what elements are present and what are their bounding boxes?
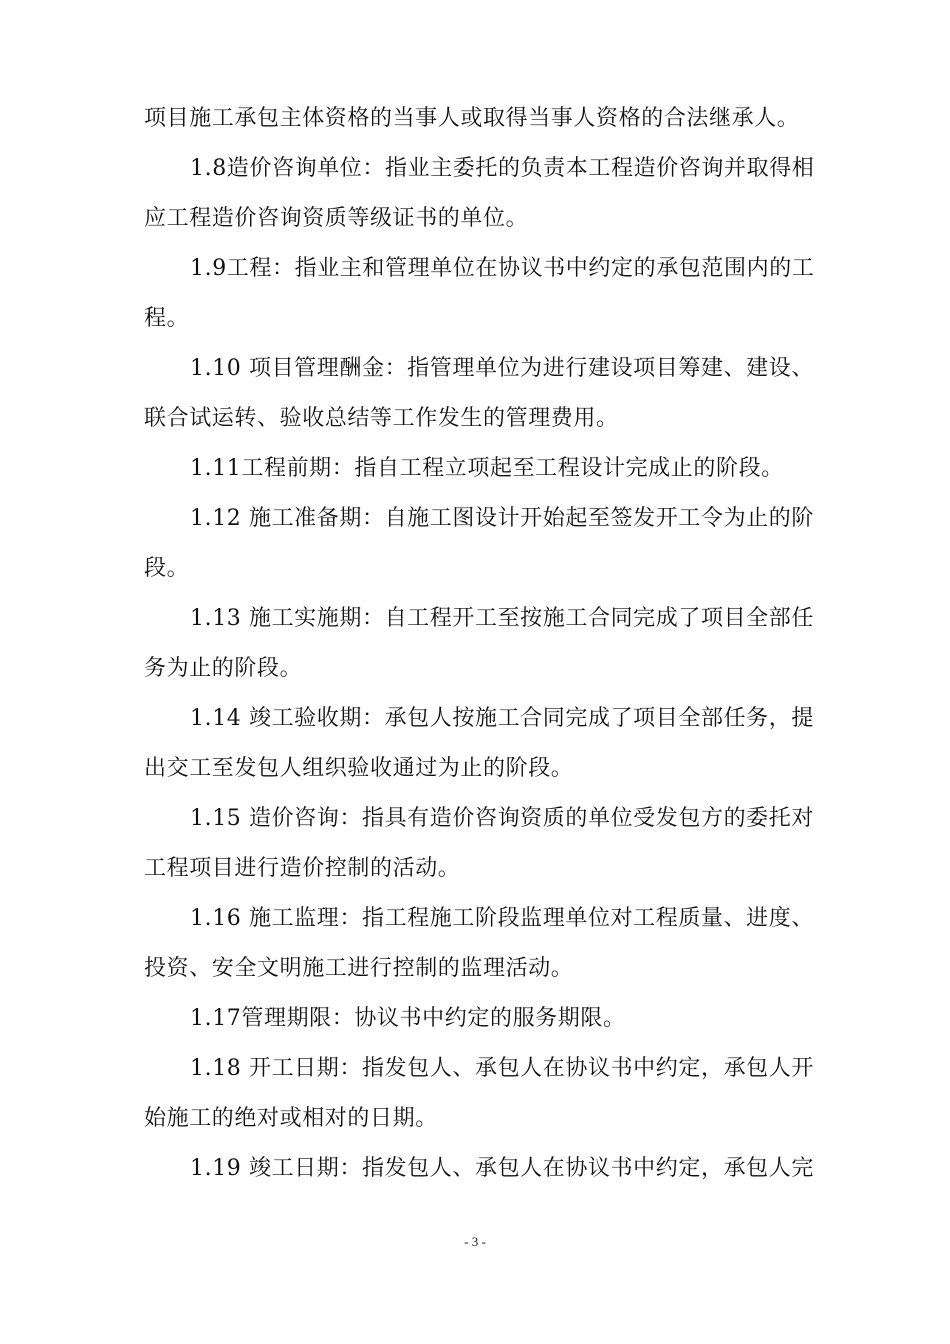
text-line: 始施工的绝对或相对的日期。	[144, 1106, 438, 1131]
text-line: 项目施工承包主体资格的当事人或取得当事人资格的合法继承人。	[144, 106, 800, 131]
text-line: 联合试运转、验收总结等工作发生的管理费用。	[144, 406, 619, 431]
text-line: 1.18 开工日期：指发包人、承包人在协议书中约定，承包人开	[190, 1056, 814, 1081]
text-line: 段。	[144, 556, 190, 581]
text-line: 程。	[144, 306, 190, 331]
text-line: 投资、安全文明施工进行控制的监理活动。	[144, 956, 574, 981]
text-line: 1.9工程：指业主和管理单位在协议书中约定的承包范围内的工	[190, 256, 815, 281]
text-line: 1.15 造价咨询：指具有造价咨询资质的单位受发包方的委托对	[190, 806, 814, 831]
page-number: - 3 -	[464, 1234, 486, 1249]
text-line: 出交工至发包人组织验收通过为止的阶段。	[144, 756, 574, 781]
text-line: 1.13 施工实施期：自工程开工至按施工合同完成了项目全部任	[190, 606, 814, 631]
text-line: 务为止的阶段。	[144, 656, 303, 681]
text-line: 工程项目进行造价控制的活动。	[144, 856, 461, 881]
text-line: 1.8造价咨询单位：指业主委托的负责本工程造价咨询并取得相	[190, 156, 815, 181]
text-line: 1.17管理期限：协议书中约定的服务期限。	[190, 1006, 626, 1031]
text-line: 应工程造价咨询资质等级证书的单位。	[144, 206, 529, 231]
text-line: 1.16 施工监理：指工程施工阶段监理单位对工程质量、进度、	[190, 906, 814, 931]
text-line: 1.19 竣工日期：指发包人、承包人在协议书中约定，承包人完	[190, 1156, 814, 1181]
text-line: 1.11工程前期：指自工程立项起至工程设计完成止的阶段。	[190, 456, 784, 481]
text-line: 1.14 竣工验收期：承包人按施工合同完成了项目全部任务，提	[190, 706, 814, 731]
text-line: 1.12 施工准备期：自施工图设计开始起至签发开工令为止的阶	[190, 506, 814, 531]
text-line: 1.10 项目管理酬金：指管理单位为进行建设项目筹建、建设、	[190, 356, 814, 381]
